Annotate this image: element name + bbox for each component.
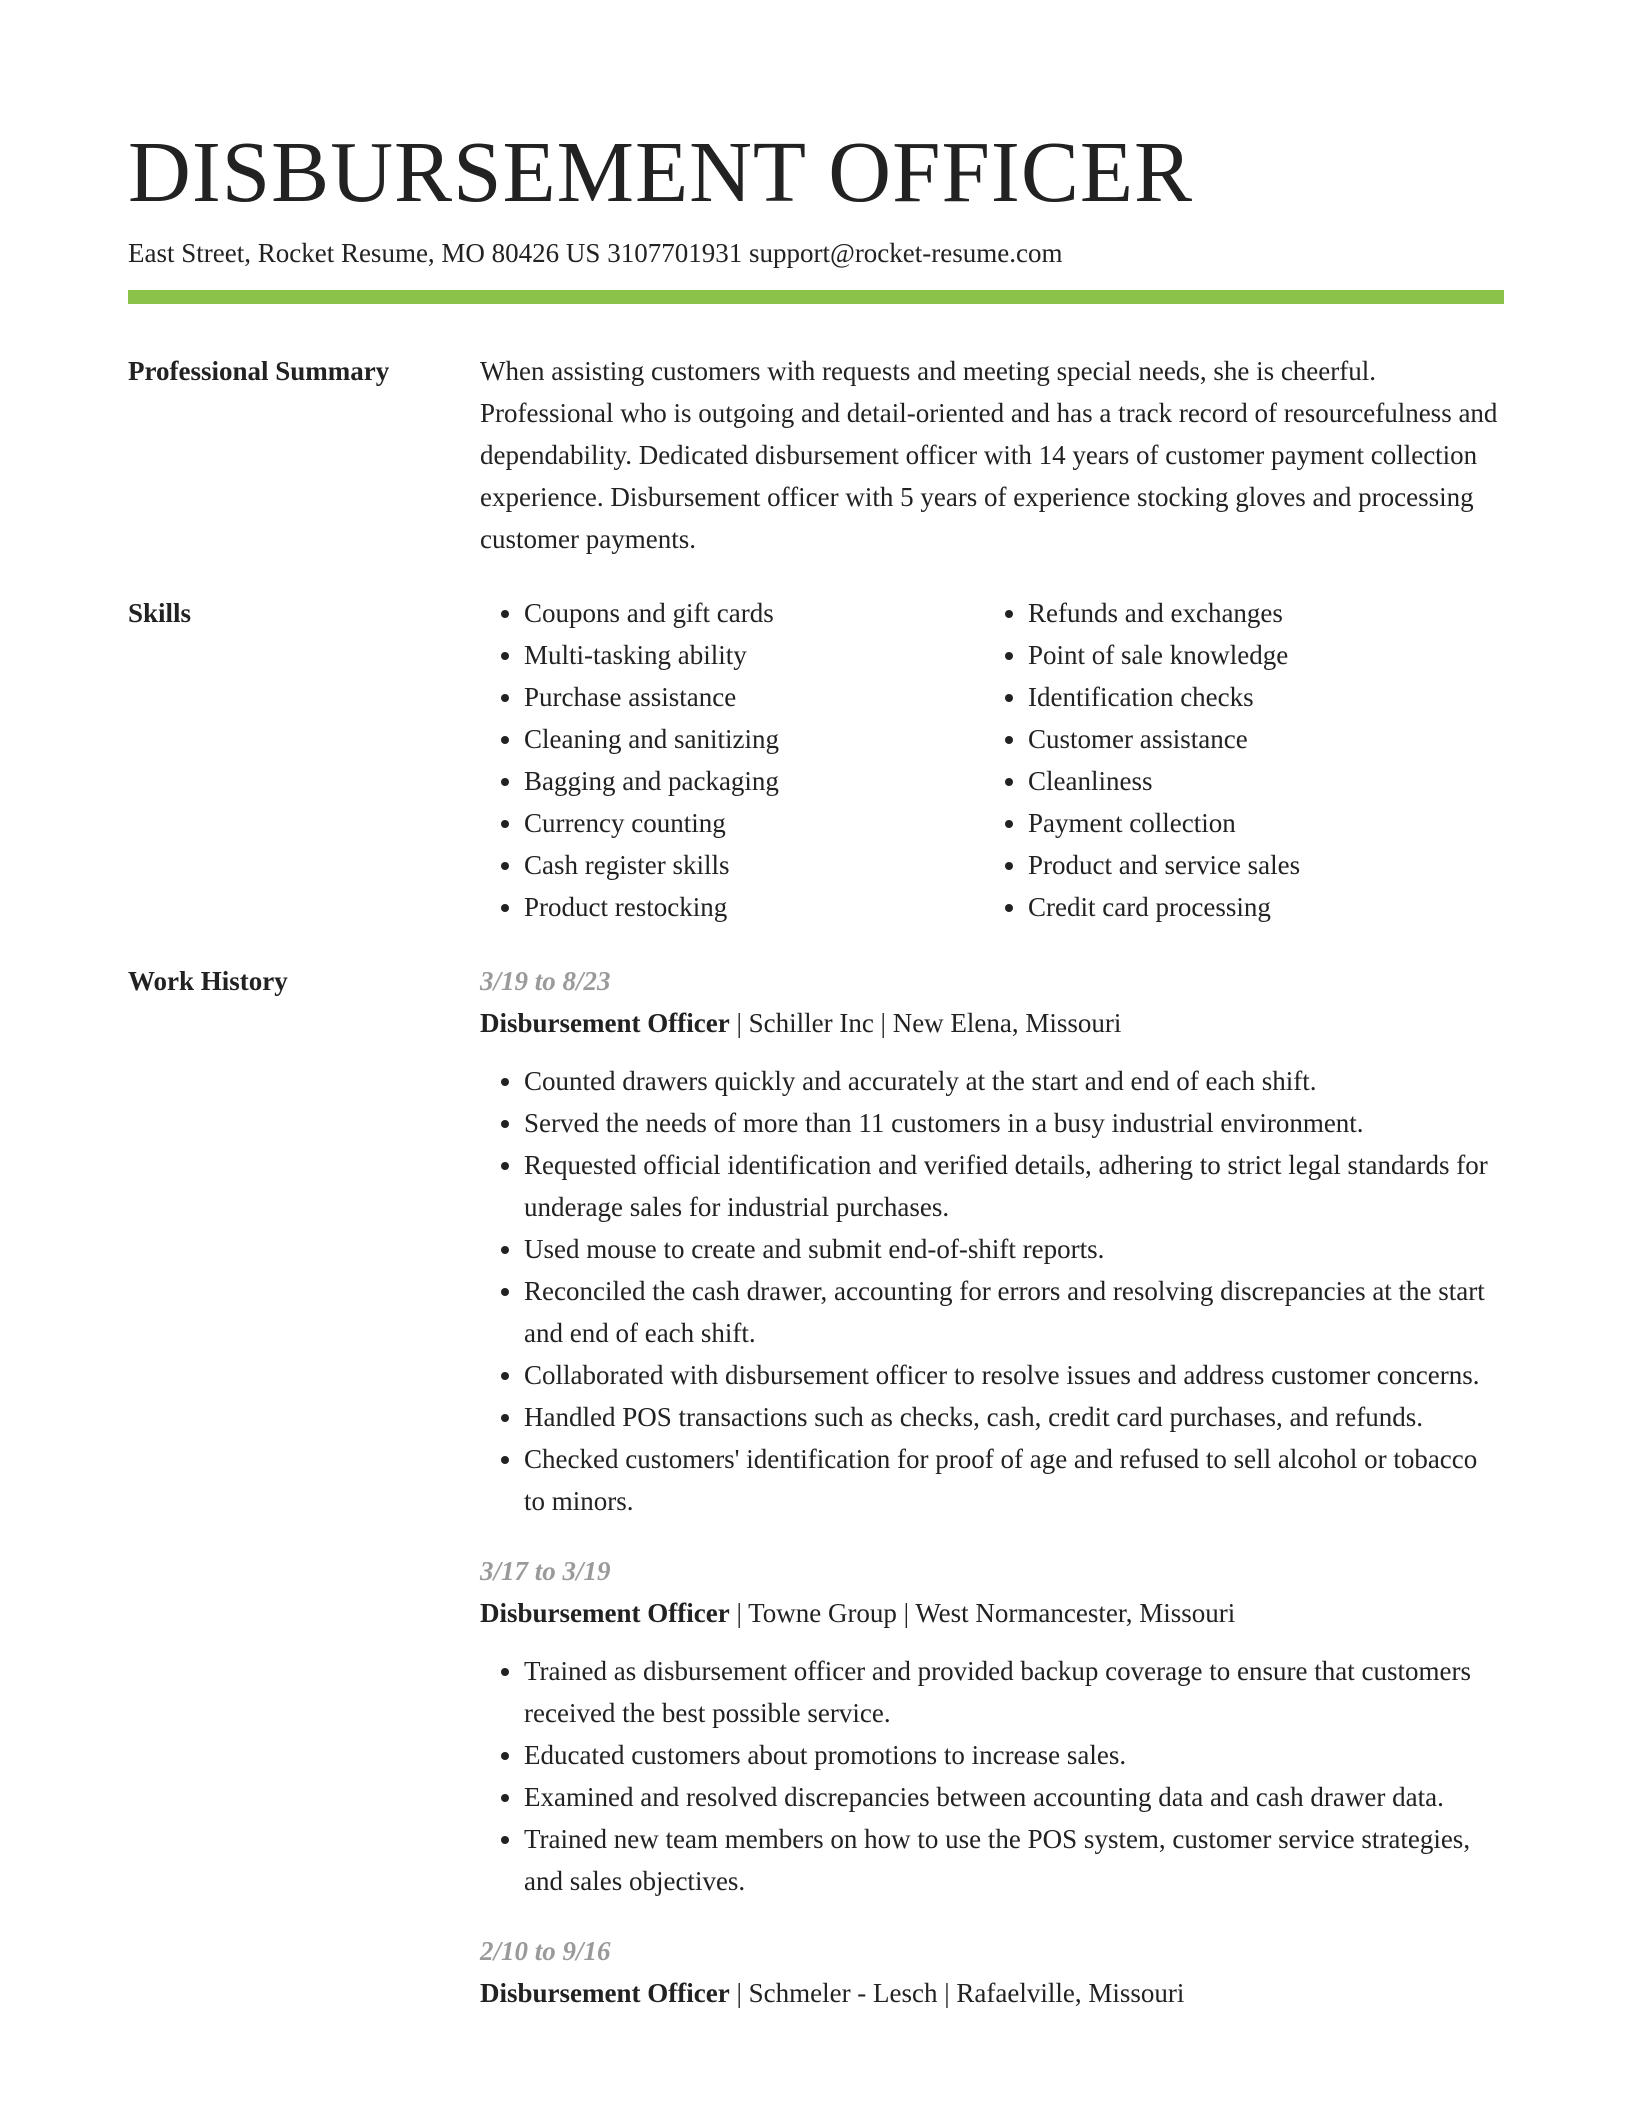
job-bullet: • Counted drawers quickly and accurately at the start and end of each shift. — [524, 1060, 1504, 1102]
header-divider — [128, 290, 1504, 304]
skill-item: • Credit card processing — [1028, 886, 1300, 928]
candidate-title: DISBURSEMENT OFFICER — [128, 123, 1194, 220]
skill-item: • Cleanliness — [1028, 760, 1300, 802]
summary-section — [128, 350, 1504, 560]
job-bullet: • Collaborated with disbursement officer to resolve issues and address customer concerns. — [524, 1354, 1504, 1396]
job-bullet: • Examined and resolved discrepancies between accounting data and cash drawer data. — [524, 1776, 1504, 1818]
work-history-section — [128, 960, 1504, 2014]
job-title-line — [480, 1592, 1504, 1634]
skill-item: • Purchase assistance — [524, 676, 984, 718]
contact-phone: 3107701931 — [607, 238, 743, 268]
job-bullets — [480, 1650, 1504, 1902]
job-dates: 3/17 to 3/19 — [480, 1556, 611, 1586]
job-bullets — [480, 1060, 1504, 1522]
job-dates: 3/19 to 8/23 — [480, 966, 611, 996]
job-title: Disbursement Officer — [480, 1008, 730, 1038]
job-bullet: • Requested official identification and verified details, adhering to strict legal standards for underage sales for industrial purchases. — [524, 1144, 1504, 1228]
skill-item: • Coupons and gift cards — [524, 592, 984, 634]
job-title: Disbursement Officer — [480, 1598, 730, 1628]
skill-item: • Cash register skills — [524, 844, 984, 886]
skill-item: • Bagging and packaging — [524, 760, 984, 802]
skills-heading: Skills — [128, 598, 192, 628]
job-bullet: • Served the needs of more than 11 customers in a busy industrial environment. — [524, 1102, 1504, 1144]
skills-list-col2 — [984, 592, 1300, 928]
skill-item: • Payment collection — [1028, 802, 1300, 844]
job-title-line — [480, 1002, 1504, 1044]
job-employer-location: | Towne Group | West Normancester, Missouri — [729, 1598, 1236, 1628]
skill-item: • Identification checks — [1028, 676, 1300, 718]
job-dates: 2/10 to 9/16 — [480, 1936, 611, 1966]
jobs-list — [480, 960, 1504, 2014]
resume-page — [128, 118, 1504, 2014]
summary-heading: Professional Summary — [128, 356, 390, 386]
contact-email: support@rocket-resume.com — [748, 238, 1063, 268]
skill-item: • Cleaning and sanitizing — [524, 718, 984, 760]
skill-item: • Product and service sales — [1028, 844, 1300, 886]
job-bullet: • Reconciled the cash drawer, accounting for errors and resolving discrepancies at the start and end of each shift. — [524, 1270, 1504, 1354]
job-bullet: • Used mouse to create and submit end-of-shift reports. — [524, 1228, 1504, 1270]
skill-item: • Currency counting — [524, 802, 984, 844]
skill-item: • Product restocking — [524, 886, 984, 928]
job-entry — [480, 960, 1504, 1522]
job-title: Disbursement Officer — [480, 1978, 730, 2008]
job-entry — [480, 1550, 1504, 1902]
job-employer-location: | Schiller Inc | New Elena, Missouri — [729, 1008, 1122, 1038]
skill-item: • Customer assistance — [1028, 718, 1300, 760]
skills-list-col1 — [480, 592, 984, 928]
job-bullet: • Checked customers' identification for proof of age and refused to sell alcohol or tobacco to minors. — [524, 1438, 1504, 1522]
job-title-line — [480, 1972, 1504, 2014]
summary-text: When assisting customers with requests and meeting special needs, she is cheerful. Professional who is outgoing and detail-oriented and has a track record of resourcefulness and dependability. Dedicated disbursement officer with 14 years of customer payment collection experience. Disbursement officer with 5 years of experience stocking gloves and processing customer payments. — [480, 356, 1498, 554]
job-bullet: • Handled POS transactions such as checks, cash, credit card purchases, and refunds. — [524, 1396, 1504, 1438]
contact-address: East Street, Rocket Resume, MO 80426 US — [128, 238, 601, 268]
skill-item: • Multi-tasking ability — [524, 634, 984, 676]
skills-section — [128, 592, 1504, 928]
contact-line — [128, 236, 1504, 270]
job-bullet: • Trained new team members on how to use the POS system, customer service strategies, and sales objectives. — [524, 1818, 1504, 1902]
skill-item: • Refunds and exchanges — [1028, 592, 1300, 634]
job-entry — [480, 1930, 1504, 2014]
job-employer-location: | Schmeler - Lesch | Rafaelville, Missouri — [729, 1978, 1185, 2008]
job-bullet: • Educated customers about promotions to increase sales. — [524, 1734, 1504, 1776]
work-history-heading: Work History — [128, 966, 288, 996]
skill-item: • Point of sale knowledge — [1028, 634, 1300, 676]
job-bullet: • Trained as disbursement officer and provided backup coverage to ensure that customers received the best possible service. — [524, 1650, 1504, 1734]
